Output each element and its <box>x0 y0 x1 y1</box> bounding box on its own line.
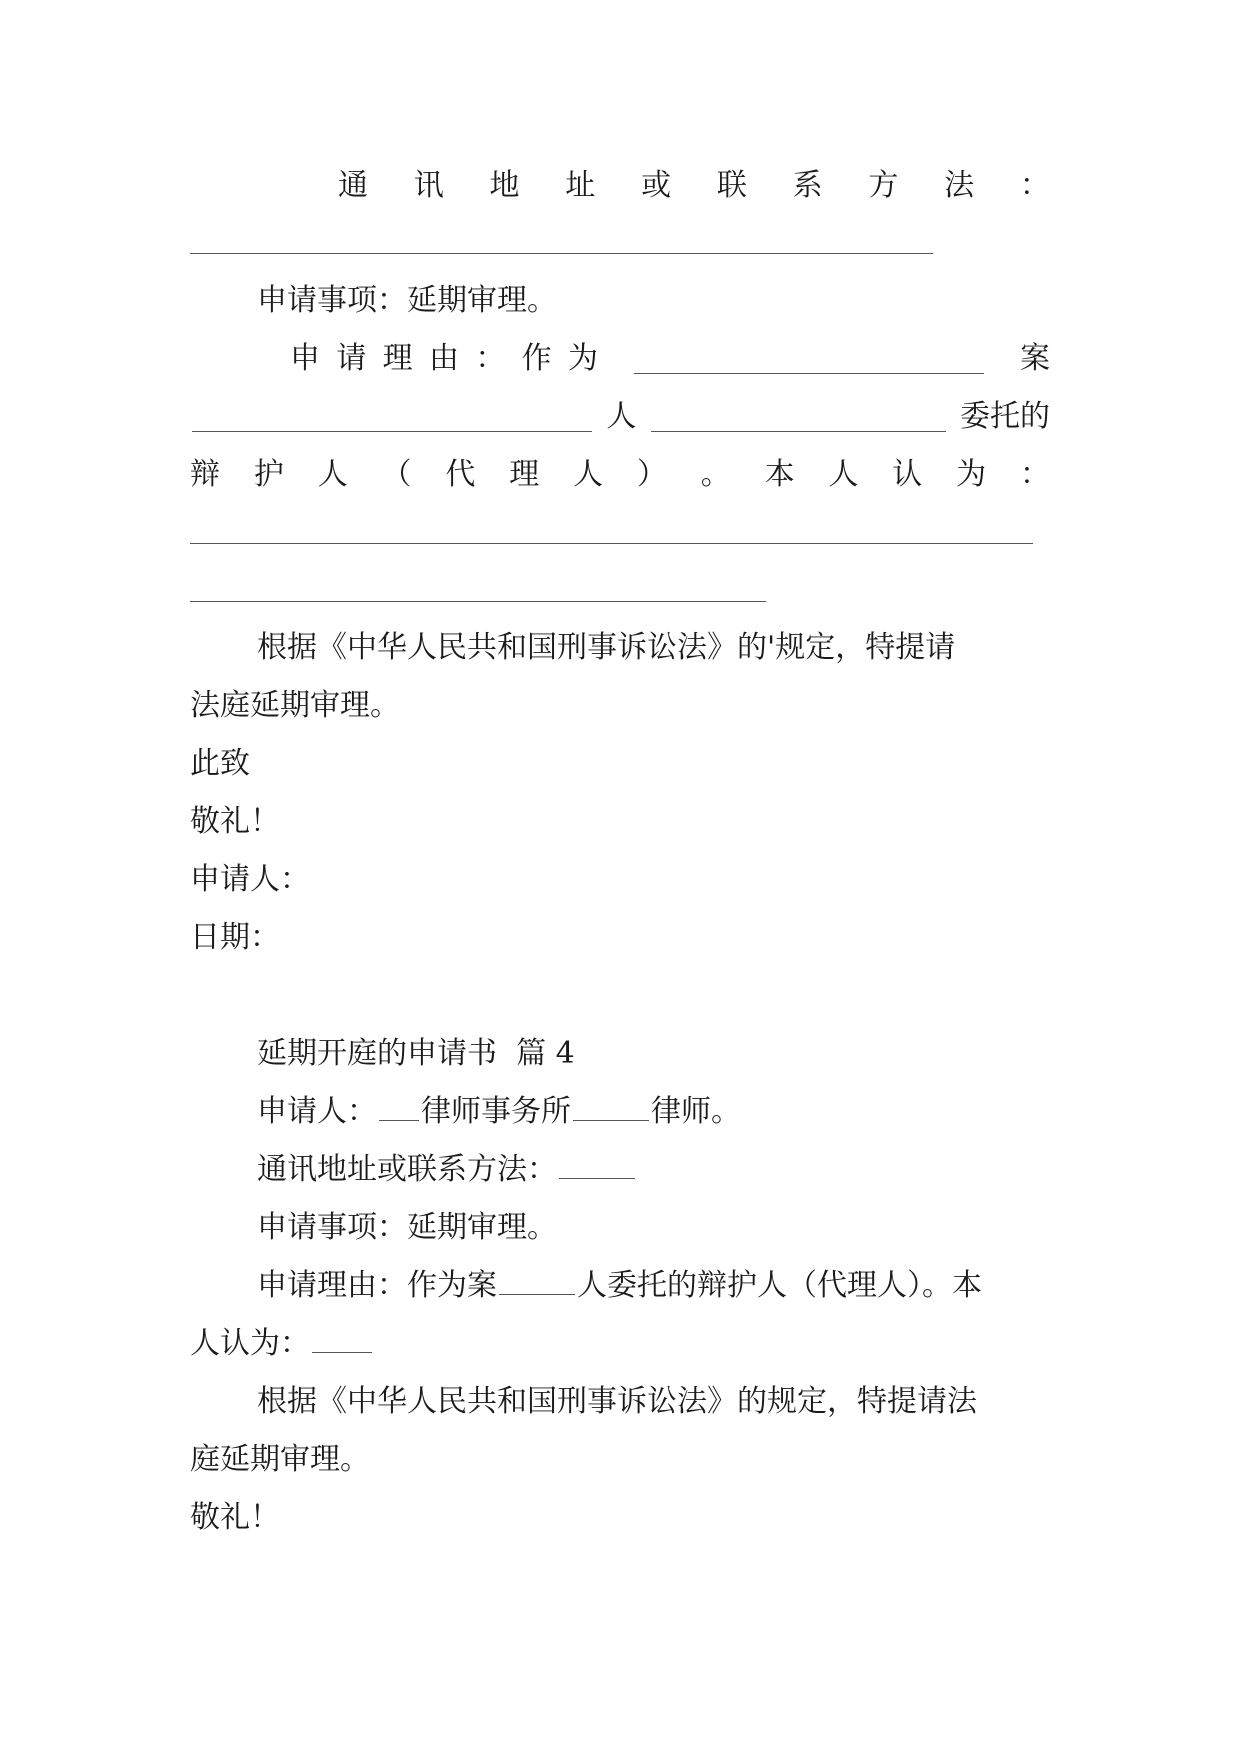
applicant-line <box>257 1092 1050 1132</box>
reason-char: 理 <box>382 341 413 376</box>
reason-char: ： <box>475 341 506 376</box>
lawyer-text: 律师。 <box>651 1094 741 1129</box>
address-char: 联 <box>716 168 747 203</box>
defender-line <box>190 455 1050 495</box>
defender-char: 辩 <box>190 457 220 492</box>
matter-line: 申请事项：延期审理。 <box>257 283 557 318</box>
reason-char: 为 <box>567 341 598 376</box>
case-blank <box>634 345 984 374</box>
entrust-line <box>190 397 1050 437</box>
defender-char: 。 <box>700 457 731 492</box>
reason-char: 请 <box>336 341 367 376</box>
defender-char: （ <box>381 457 412 492</box>
address-char: 法 <box>944 168 975 203</box>
firm-text: 律师事务所 <box>421 1094 571 1129</box>
defender-char: 代 <box>445 457 476 492</box>
address-char: ： <box>1019 168 1050 203</box>
opinion-blank <box>312 1324 372 1353</box>
defender-char: 为 <box>956 457 987 492</box>
address-line <box>257 1150 1050 1190</box>
salute-text: 敬礼！ <box>190 804 280 839</box>
defender-char: ） <box>636 457 667 492</box>
reason-line-b <box>257 1266 1050 1306</box>
law-line-2: 法庭延期审理。 <box>190 688 400 723</box>
address-blank <box>559 1150 635 1179</box>
defender-char: 理 <box>509 457 540 492</box>
reason-suffix: 人委托的辩护人（代理人）。本 <box>577 1268 982 1303</box>
reason-prefix: 申请理由：作为案 <box>257 1268 497 1303</box>
defender-char: 人 <box>573 457 604 492</box>
address-char: 地 <box>489 168 520 203</box>
client-blank <box>651 403 946 432</box>
reason-char: 作 <box>521 341 552 376</box>
address-char: 讯 <box>413 168 444 203</box>
party-blank <box>192 403 592 432</box>
opinion-blank-rule-1 <box>190 543 1033 544</box>
case-char: 案 <box>1020 341 1050 376</box>
address-char: 址 <box>565 168 596 203</box>
salute-text-b: 敬礼！ <box>190 1500 280 1535</box>
date-label: 日期： <box>190 920 280 955</box>
person-char: 人 <box>606 399 637 434</box>
reason-char: 申 <box>290 341 320 376</box>
entrust-text: 委托的 <box>959 399 1050 434</box>
firm-blank <box>379 1092 419 1121</box>
address-char: 方 <box>868 168 899 203</box>
address-blank-rule <box>190 253 933 254</box>
law-line-b-1: 根据《中华人民共和国刑事诉讼法》的规定，特提请法 <box>257 1384 977 1419</box>
defender-char: ： <box>1019 457 1050 492</box>
defender-char: 本 <box>764 457 795 492</box>
section-title: 延期开庭的申请书 篇 4 <box>257 1036 575 1071</box>
closing-text: 此致 <box>190 746 250 781</box>
address-text: 通讯地址或联系方法： <box>257 1152 557 1187</box>
opinion-line <box>190 1324 1050 1364</box>
law-line-b-2: 庭延期审理。 <box>190 1442 370 1477</box>
reason-char: 由 <box>428 341 459 376</box>
opinion-text: 人认为： <box>190 1326 310 1361</box>
reason-line <box>290 339 1050 379</box>
law-line-1: 根据《中华人民共和国刑事诉讼法》的'规定，特提请 <box>257 630 956 665</box>
applicant-prefix: 申请人： <box>257 1094 377 1129</box>
applicant-label: 申请人： <box>190 862 310 897</box>
address-char: 或 <box>641 168 672 203</box>
defender-char: 护 <box>253 457 284 492</box>
reason-blank <box>499 1266 575 1295</box>
defender-char: 认 <box>892 457 923 492</box>
matter-line-b: 申请事项：延期审理。 <box>257 1210 557 1245</box>
address-char: 系 <box>792 168 823 203</box>
reason-label <box>290 339 598 379</box>
address-label-line <box>338 166 1050 206</box>
defender-char: 人 <box>317 457 348 492</box>
address-char: 通 <box>338 168 368 203</box>
defender-char: 人 <box>828 457 859 492</box>
lawyer-blank <box>573 1092 649 1121</box>
opinion-blank-rule-2 <box>190 601 766 602</box>
